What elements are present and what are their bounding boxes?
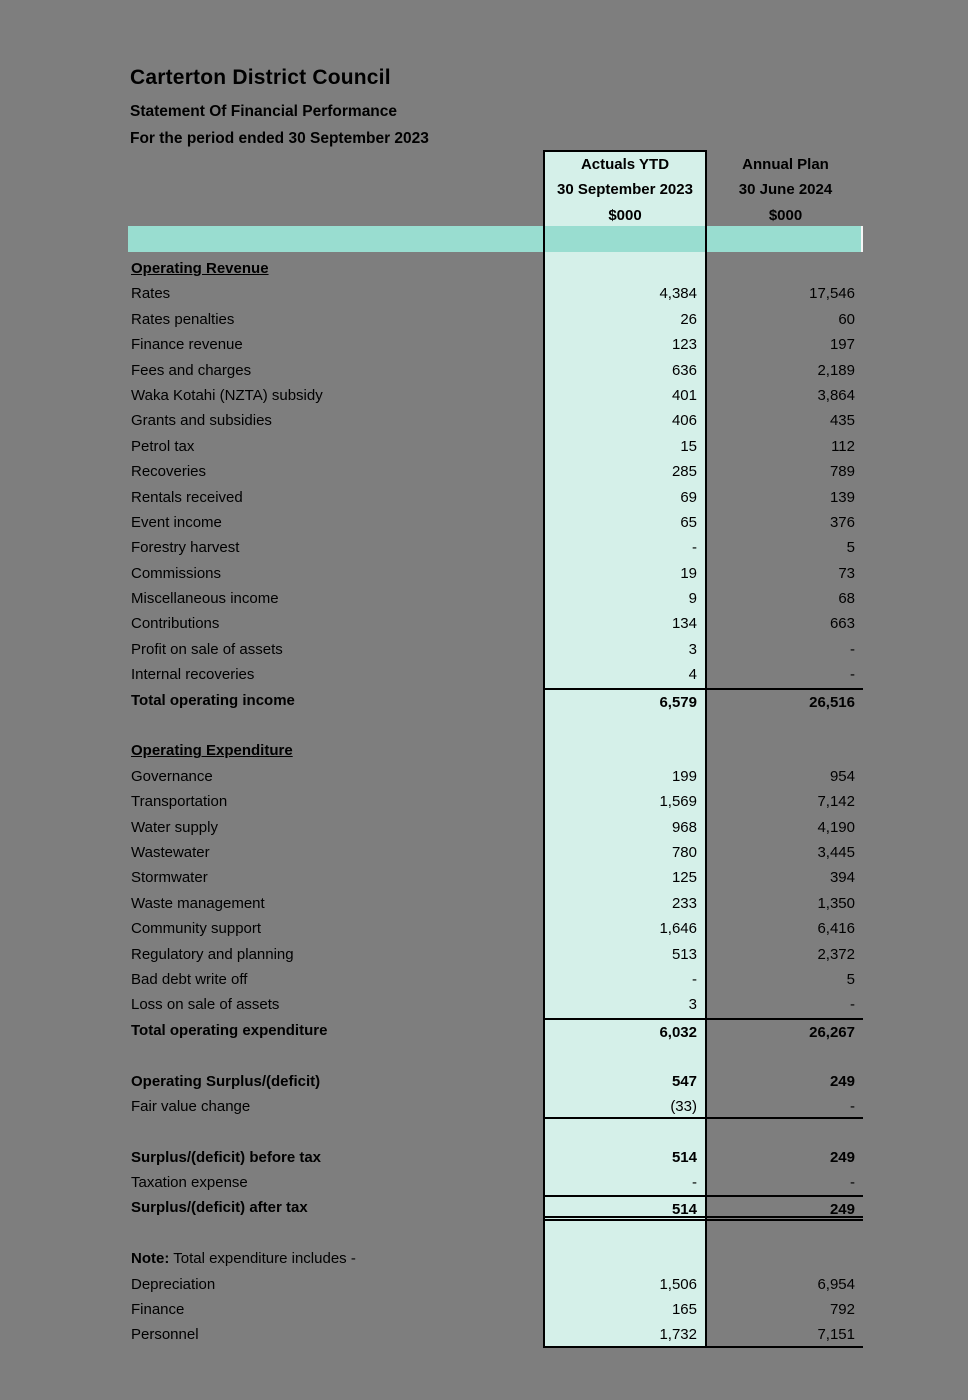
row-label: Rentals received	[131, 488, 243, 506]
actuals-value: -	[692, 1174, 697, 1192]
table-row	[128, 1195, 863, 1220]
actuals-value: 4	[688, 666, 697, 684]
actuals-header-line3: $000	[608, 206, 642, 224]
plan-value: 3,445	[817, 843, 855, 861]
plan-value: 954	[829, 767, 855, 785]
plan-value: 6,416	[817, 920, 855, 938]
actuals-header-line2: 30 September 2023	[557, 181, 693, 199]
row-label: Stormwater	[131, 869, 208, 887]
row-label: Recoveries	[131, 463, 207, 481]
row-label: Fair value change	[131, 1097, 251, 1115]
plan-header-line3: $000	[768, 206, 803, 224]
plan-value: 68	[838, 590, 855, 608]
row-label: Total operating expenditure	[131, 1021, 328, 1039]
table-row	[128, 764, 863, 789]
row-label	[128, 1043, 543, 1068]
table-row	[128, 992, 863, 1017]
plan-header-line2: 30 June 2024	[738, 181, 833, 199]
table-row	[128, 535, 863, 560]
table-row	[128, 891, 863, 916]
plan-value	[707, 738, 863, 763]
statement-period: For the period ended 30 September 2023	[130, 130, 429, 147]
row-label: Bad debt write off	[131, 970, 248, 988]
row-label: Forestry harvest	[131, 539, 240, 557]
plan-value	[707, 1119, 863, 1144]
row-label: Water supply	[131, 818, 218, 836]
plan-value: 792	[829, 1301, 855, 1319]
plan-value: -	[850, 666, 855, 684]
plan-value: 139	[829, 488, 855, 506]
actuals-value	[543, 713, 707, 738]
plan-value: 4,190	[817, 818, 855, 836]
row-label: Finance	[131, 1301, 185, 1319]
row-label: Internal recoveries	[131, 666, 255, 684]
actuals-value: 406	[671, 412, 697, 430]
plan-value: 17,546	[809, 285, 855, 303]
plan-value: 394	[829, 869, 855, 887]
plan-value: 2,189	[817, 361, 855, 379]
table-row	[128, 408, 863, 433]
plan-value: 663	[829, 615, 855, 633]
row-label: Rates	[131, 285, 171, 303]
plan-value: 789	[829, 463, 855, 481]
actuals-header-line1: Actuals YTD	[580, 156, 670, 173]
row-label: Operating Expenditure	[131, 742, 293, 760]
plan-value: 2,372	[817, 945, 855, 963]
actuals-value	[543, 1246, 707, 1271]
row-label: Grants and subsidies	[131, 412, 272, 430]
row-label: Event income	[131, 513, 222, 531]
table-row	[128, 1069, 863, 1094]
plan-value	[707, 713, 863, 738]
actuals-value: 199	[671, 767, 697, 785]
actuals-value: 1,506	[659, 1275, 697, 1293]
actuals-value: 165	[671, 1301, 697, 1319]
actuals-value: 3	[688, 996, 697, 1014]
table-row	[128, 738, 863, 763]
row-label: Waste management	[131, 894, 265, 912]
row-label	[128, 1119, 543, 1144]
actuals-value	[543, 1221, 707, 1246]
plan-value: 249	[829, 1072, 855, 1090]
plan-value: 26,516	[707, 688, 863, 713]
plan-value: 6,954	[817, 1275, 855, 1293]
plan-value: -	[850, 640, 855, 658]
row-label: Depreciation	[131, 1275, 216, 1293]
actuals-value: 1,732	[659, 1326, 697, 1344]
actuals-value	[543, 1043, 707, 1068]
row-label	[128, 1221, 543, 1246]
actuals-value: 15	[680, 437, 697, 455]
table-row	[128, 1094, 863, 1119]
row-label: Loss on sale of assets	[131, 996, 280, 1014]
row-label: Profit on sale of assets	[131, 640, 283, 658]
actuals-value	[543, 256, 707, 281]
plan-header-line1: Annual Plan	[742, 156, 829, 173]
table-row	[128, 611, 863, 636]
actuals-value: 968	[671, 818, 697, 836]
table-row	[128, 281, 863, 306]
row-label	[128, 713, 543, 738]
row-label: Surplus/(deficit) after tax	[131, 1199, 308, 1217]
actuals-value: 9	[688, 590, 697, 608]
row-label: Fees and charges	[131, 361, 252, 379]
table-row	[128, 942, 863, 967]
actuals-value	[543, 1119, 707, 1144]
plan-value: -	[850, 1174, 855, 1192]
actuals-value: 26	[680, 310, 697, 328]
table-row	[128, 1018, 863, 1043]
actuals-value: 19	[680, 564, 697, 582]
actuals-value: 285	[671, 463, 697, 481]
plan-value: 376	[829, 513, 855, 531]
table-row	[128, 586, 863, 611]
table-row	[128, 815, 863, 840]
table-row	[128, 1145, 863, 1170]
actuals-value: 1,646	[659, 920, 697, 938]
plan-value: 7,142	[817, 793, 855, 811]
plan-value: 7,151	[707, 1322, 863, 1347]
actuals-value: 65	[680, 513, 697, 531]
table-row	[128, 561, 863, 586]
table-row	[128, 1297, 863, 1322]
row-label: Surplus/(deficit) before tax	[131, 1148, 322, 1166]
table-row	[128, 865, 863, 890]
table-row	[128, 967, 863, 992]
row-label: Commissions	[131, 564, 222, 582]
table-row	[128, 256, 863, 281]
plan-value: 3,864	[817, 386, 855, 404]
table-rows	[128, 256, 863, 1348]
actuals-value: 401	[671, 386, 697, 404]
row-label: Miscellaneous income	[131, 590, 279, 608]
row-label: Governance	[131, 767, 213, 785]
plan-value: 73	[838, 564, 855, 582]
row-label: Contributions	[131, 615, 220, 633]
actuals-value: 780	[671, 843, 697, 861]
table-row	[128, 637, 863, 662]
plan-value	[707, 1043, 863, 1068]
plan-value: 60	[838, 310, 855, 328]
row-label: Rates penalties	[131, 310, 235, 328]
actuals-value: 636	[671, 361, 697, 379]
table-row	[128, 307, 863, 332]
table-row	[128, 916, 863, 941]
actuals-value: 6,579	[543, 688, 707, 713]
row-label: Transportation	[131, 793, 228, 811]
row-label: Taxation expense	[131, 1174, 248, 1192]
actuals-value: 125	[671, 869, 697, 887]
actuals-value: 6,032	[543, 1018, 707, 1043]
table-row	[128, 713, 863, 738]
plan-value: -	[850, 996, 855, 1014]
row-label: Waka Kotahi (NZTA) subsidy	[131, 386, 323, 404]
table-row	[128, 662, 863, 687]
plan-value: 249	[707, 1195, 863, 1220]
table-row	[128, 1043, 863, 1068]
actuals-value	[543, 738, 707, 763]
table-row	[128, 1272, 863, 1297]
actuals-value: 513	[671, 945, 697, 963]
row-label: Wastewater	[131, 843, 210, 861]
plan-value: 5	[846, 970, 855, 988]
actuals-value: 233	[671, 894, 697, 912]
table-row	[128, 485, 863, 510]
table-row	[128, 1119, 863, 1144]
page-title: Carterton District Council	[130, 66, 391, 89]
actuals-value: 134	[671, 615, 697, 633]
actuals-column-header	[543, 152, 707, 228]
actuals-value: 69	[680, 488, 697, 506]
row-label: Operating Revenue	[131, 260, 269, 277]
table-row	[128, 510, 863, 535]
plan-value	[707, 1221, 863, 1246]
table-row	[128, 358, 863, 383]
plan-value: 197	[829, 336, 855, 354]
table-row	[128, 1246, 863, 1271]
row-label: Petrol tax	[131, 437, 195, 455]
actuals-value: 123	[671, 336, 697, 354]
plan-value: 112	[831, 437, 855, 455]
plan-value: 26,267	[707, 1018, 863, 1043]
table-row	[128, 840, 863, 865]
plan-value: 249	[829, 1148, 855, 1166]
actuals-value: 3	[688, 640, 697, 658]
table-row	[128, 434, 863, 459]
plan-value: 435	[829, 412, 855, 430]
actuals-value: 547	[671, 1072, 697, 1090]
table-row	[128, 1322, 863, 1347]
actuals-value: 514	[671, 1148, 697, 1166]
plan-value	[707, 1246, 863, 1271]
row-label: Operating Surplus/(deficit)	[131, 1072, 321, 1090]
plan-value: 5	[846, 539, 855, 557]
actuals-value: 4,384	[659, 285, 697, 303]
actuals-value: 514	[543, 1195, 707, 1220]
row-label: Note: Total expenditure includes -	[131, 1250, 356, 1268]
actuals-value: -	[692, 539, 697, 557]
table-row	[128, 383, 863, 408]
actuals-value: 1,569	[659, 793, 697, 811]
row-label: Total operating income	[131, 691, 295, 709]
table-row	[128, 332, 863, 357]
row-label: Finance revenue	[131, 336, 243, 354]
plan-value: -	[707, 1094, 863, 1119]
plan-value: 1,350	[817, 894, 855, 912]
highlight-band	[128, 226, 863, 252]
table-row	[128, 1221, 863, 1246]
row-label: Community support	[131, 920, 262, 938]
table-row	[128, 789, 863, 814]
actuals-value: -	[692, 970, 697, 988]
table-row	[128, 688, 863, 713]
row-label: Regulatory and planning	[131, 945, 294, 963]
table-row	[128, 459, 863, 484]
actuals-value: (33)	[543, 1094, 707, 1119]
statement-subtitle: Statement Of Financial Performance	[130, 103, 398, 120]
plan-column-header	[708, 152, 863, 228]
row-label: Personnel	[131, 1326, 199, 1344]
table-row	[128, 1170, 863, 1195]
plan-value	[707, 256, 863, 281]
